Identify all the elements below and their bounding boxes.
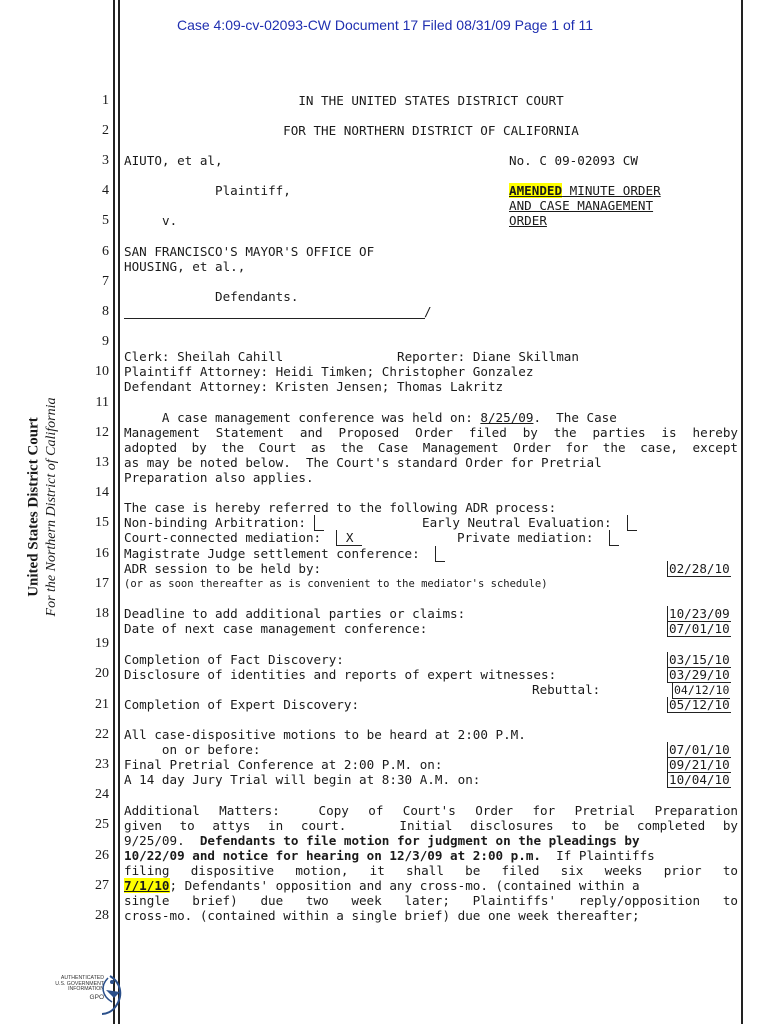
- order-title-line2: AND CASE MANAGEMENT: [509, 198, 654, 213]
- additional-line-8: cross-mo. (contained within a single brief) due one week thereafter;: [124, 908, 640, 923]
- deadline-date: 04/12/10: [674, 683, 730, 697]
- line-number: 10: [95, 364, 109, 379]
- intro-line-2: Management Statement and Proposed Order filed by the parties is hereby: [124, 425, 738, 440]
- deadline-date: 10/04/10: [669, 772, 730, 787]
- line-number: 6: [102, 244, 109, 259]
- defendant-name-1: SAN FRANCISCO'S MAYOR'S OFFICE OF: [124, 244, 375, 259]
- adr-private-mediation-mark: [609, 530, 620, 546]
- intro-line-3: adopted by the Court as the Case Management Order for the case, except: [124, 440, 738, 455]
- line-number: 7: [102, 274, 109, 289]
- line-number: 16: [95, 546, 109, 561]
- hearing-bold: 10/22/09 and notice for hearing on 12/3/09 at 2:00 p.m.: [124, 848, 542, 863]
- caption-rule: [124, 318, 425, 319]
- additional-line-5: filing dispositive motion, it shall be filed six weeks prior to: [124, 863, 738, 878]
- deadline-label: Completion of Fact Discovery:: [124, 652, 344, 667]
- line-number: 24: [95, 787, 109, 802]
- court-district: FOR THE NORTHERN DISTRICT OF CALIFORNIA: [283, 123, 579, 138]
- plaintiff-name: AIUTO, et al,: [124, 153, 223, 168]
- clerk: Clerk: Sheilah Cahill: [124, 349, 284, 364]
- defendants-motion-bold: Defendants to file motion for judgment on the pleadings by: [199, 833, 640, 848]
- line-number: 27: [95, 878, 109, 893]
- adr-ene: Early Neutral Evaluation:: [422, 515, 612, 530]
- order-title-rest: MINUTE ORDER: [562, 183, 661, 198]
- adr-session: ADR session to be held by:: [124, 561, 322, 576]
- sidebar-court: United States District Court: [25, 417, 42, 597]
- gpo-logo-text: AUTHENTICATED U.S. GOVERNMENT INFORMATION GPO: [55, 975, 104, 1001]
- deadline-label: Final Pretrial Conference at 2:00 P.M. on:: [124, 757, 443, 772]
- date-highlight: 7/1/10: [124, 878, 170, 893]
- court-name: IN THE UNITED STATES DISTRICT COURT: [298, 93, 564, 108]
- additional-line-4: 10/22/09 and notice for hearing on 12/3/09 at 2:00 p.m. If Plaintiffs: [124, 848, 655, 863]
- additional-line-6: 7/1/10; Defendants' opposition and any cross-mo. (contained within a: [124, 878, 640, 893]
- adr-magistrate: Magistrate Judge settlement conference:: [124, 546, 420, 561]
- line-number: 8: [102, 304, 109, 319]
- left-margin-rule-outer: [113, 0, 115, 1024]
- right-margin-rule: [741, 0, 743, 1024]
- adr-note: (or as soon thereafter as is convenient to the mediator's schedule): [124, 578, 548, 590]
- deadline-label: Date of next case management conference:: [124, 621, 428, 636]
- line-number: 5: [102, 213, 109, 228]
- deadline-date: 07/01/10: [669, 742, 730, 757]
- additional-line-2: given to attys in court. Initial disclosures to be completed by: [124, 818, 738, 833]
- deadline-label: Deadline to add additional parties or claims:: [124, 606, 466, 621]
- deadline-date: 07/01/10: [669, 621, 730, 636]
- deadline-date: 05/12/10: [669, 697, 730, 712]
- line-number: 3: [102, 153, 109, 168]
- plaintiff-label: Plaintiff,: [215, 183, 291, 198]
- line-number: 17: [95, 576, 109, 591]
- order-title: [509, 183, 661, 198]
- reporter: Reporter: Diane Skillman: [397, 349, 579, 364]
- line-number: 18: [95, 606, 109, 621]
- deadline-label-cont: on or before:: [124, 742, 261, 757]
- deadline-date: 09/21/10: [669, 757, 730, 772]
- line-number: 23: [95, 757, 109, 772]
- versus: v.: [162, 213, 178, 228]
- amended-highlight: AMENDED: [509, 183, 563, 198]
- line-number: 22: [95, 727, 109, 742]
- intro-line-1: A case management conference was held on: 8/25/09. The Case: [124, 410, 617, 425]
- line-number: 11: [95, 395, 109, 410]
- deadline-date: 03/29/10: [669, 667, 730, 682]
- line-number: 12: [95, 425, 109, 440]
- filing-header: Case 4:09-cv-02093-CW Document 17 Filed 08/31/09 Page 1 of 11: [176, 17, 594, 33]
- adr-court-mediation-mark: X: [338, 530, 362, 545]
- line-number: 9: [102, 334, 109, 349]
- intro-line-5: Preparation also applies.: [124, 470, 314, 485]
- adr-intro: The case is hereby referred to the following ADR process:: [124, 500, 557, 515]
- adr-arbitration: Non-binding Arbitration:: [124, 515, 306, 530]
- adr-private-mediation: Private mediation:: [457, 530, 594, 545]
- line-number: 21: [95, 697, 109, 712]
- order-title-line3: ORDER: [509, 213, 547, 228]
- adr-court-mediation: Court-connected mediation:: [124, 530, 322, 545]
- line-number: 14: [95, 485, 109, 500]
- sidebar-district: For the Northern District of California: [44, 397, 59, 617]
- caption-slash: /: [424, 304, 432, 319]
- defendant-attorney: Defendant Attorney: Kristen Jensen; Thomas Lakritz: [124, 379, 504, 394]
- deadline-label: Disclosure of identities and reports of expert witnesses:: [124, 667, 557, 682]
- line-number: 25: [95, 817, 109, 832]
- adr-magistrate-mark: [435, 546, 446, 562]
- gpo-eagle-icon: [40, 972, 126, 1016]
- conference-date: 8/25/09: [480, 410, 534, 425]
- additional-line-7: single brief) due two week later; Plaintiffs' reply/opposition to: [124, 893, 738, 908]
- case-number: No. C 09-02093 CW: [509, 153, 638, 168]
- deadline-label: Rebuttal:: [532, 682, 601, 697]
- additional-line-3: 9/25/09. Defendants to file motion for judgment on the pleadings by: [124, 833, 640, 848]
- adr-ene-mark: [627, 515, 638, 531]
- line-number: 4: [102, 183, 109, 198]
- left-margin-rule-inner: [118, 0, 120, 1024]
- deadline-label: Completion of Expert Discovery:: [124, 697, 360, 712]
- line-number: 26: [95, 848, 109, 863]
- additional-line-1: Additional Matters: Copy of Court's Order for Pretrial Preparation: [124, 803, 738, 818]
- plaintiff-attorney: Plaintiff Attorney: Heidi Timken; Christopher Gonzalez: [124, 364, 534, 379]
- adr-arbitration-mark: [314, 515, 325, 531]
- line-number: 20: [95, 666, 109, 681]
- defendant-label: Defendants.: [215, 289, 299, 304]
- deadline-label: All case-dispositive motions to be heard at 2:00 P.M.: [124, 727, 526, 742]
- line-number: 13: [95, 455, 109, 470]
- adr-session-date: 02/28/10: [669, 561, 730, 576]
- line-number: 15: [95, 515, 109, 530]
- line-number: 2: [102, 123, 109, 138]
- line-number: 19: [95, 636, 109, 651]
- defendant-name-2: HOUSING, et al.,: [124, 259, 246, 274]
- deadline-date: 10/23/09: [669, 606, 730, 621]
- line-number: 1: [102, 93, 109, 108]
- line-number: 28: [95, 908, 109, 923]
- deadline-label: A 14 day Jury Trial will begin at 8:30 A.M. on:: [124, 772, 481, 787]
- intro-line-4: as may be noted below. The Court's standard Order for Pretrial: [124, 455, 602, 470]
- deadline-date: 03/15/10: [669, 652, 730, 667]
